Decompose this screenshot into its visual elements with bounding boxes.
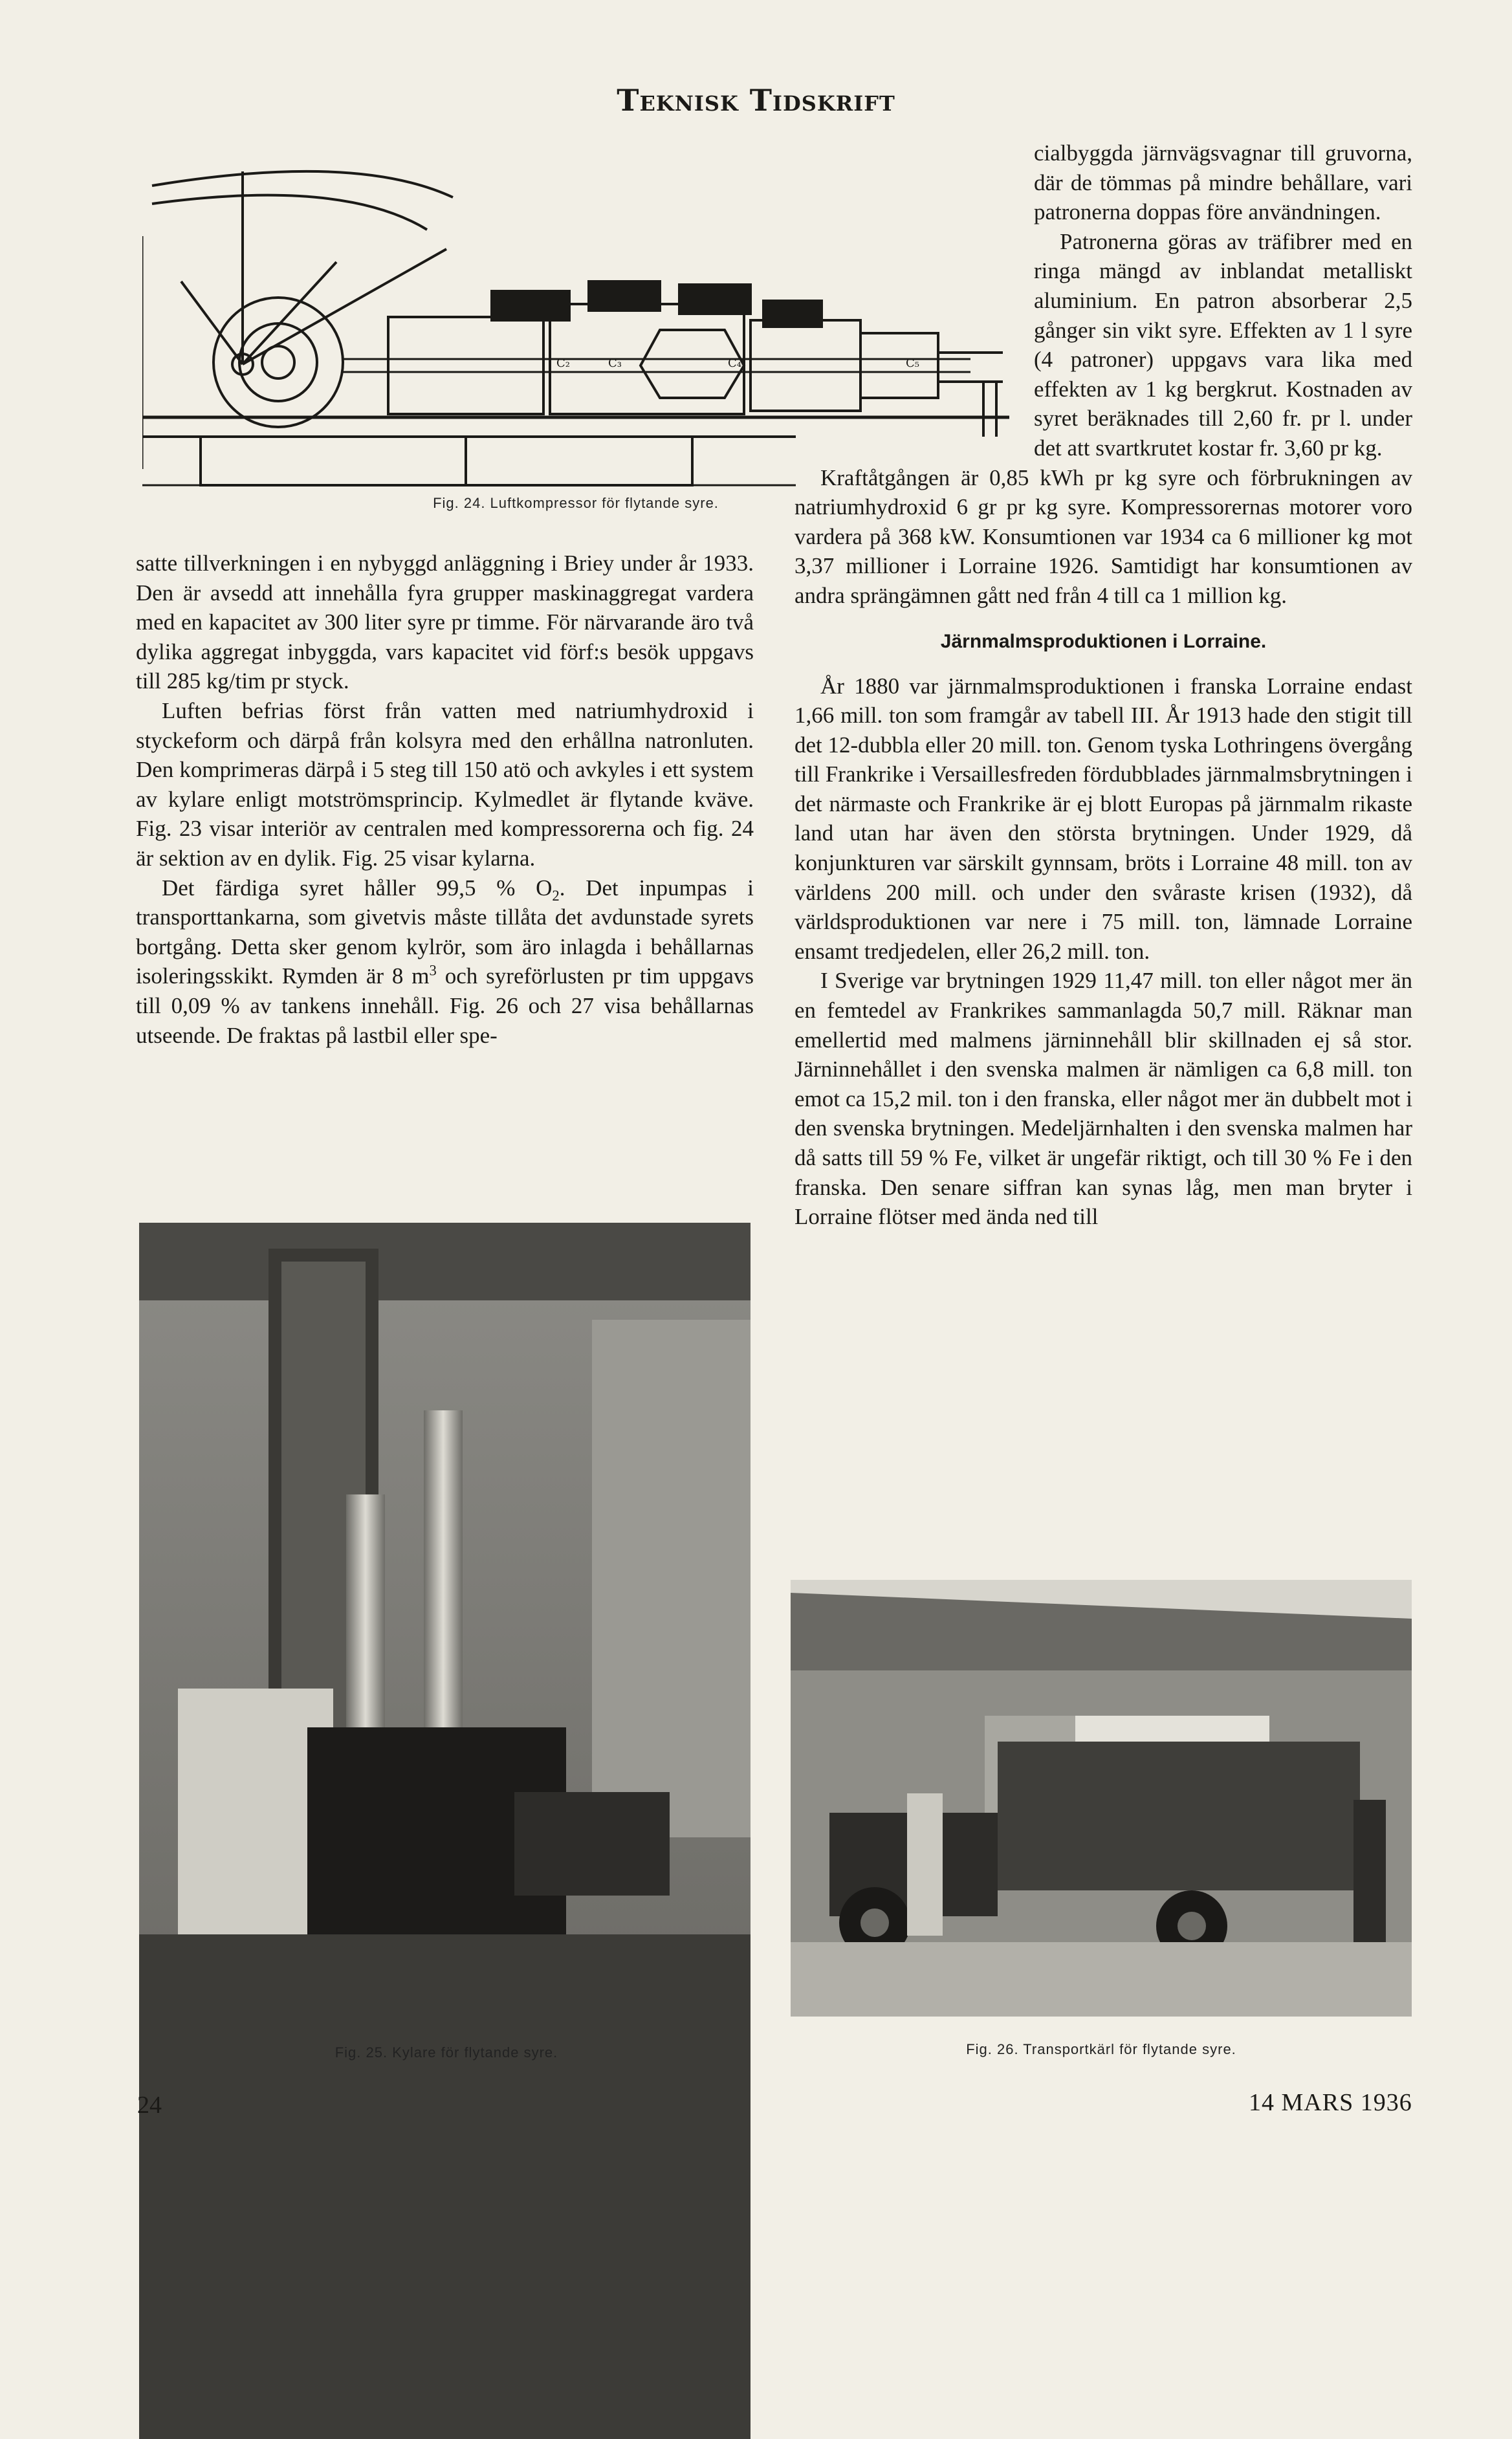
left-paragraph-1: satte tillverkningen i en nybyggd anläggning i Briey under år 1933. Den är avsedd att innehålla fyra grupper maskinaggregat vardera med en kapacitet av 300 liter syre pr timme. För närvarande äro två dylika aggregat inbyggda, vars kapacitet vid förf:s besök uppgavs till 285 kg/tim pr styck. (136, 551, 754, 694)
right-paragraph-5: I Sverige var brytningen 1929 11,47 mill. ton eller något mer än en femtedel av Frankrikes sammanlagda 50,7 mill. Räknar man emellertid med malmens järninnehåll blir skillnaden ej så stor. Järninnehållet i den svenska malmen är nämligen ca 6,8 mill. ton emot ca 15,2 mil. ton i den franska, eller något mer än dubbelt mot i den svenska brytningen. Medeljärnhalten i den svenska malmen har då satts till 59 % Fe, vilket är ungefär riktigt, och till 30 % Fe i den franska. Den senare siffran kan synas låg, men man bryter i Lorraine flötser med ända ned till (794, 968, 1412, 1230)
right-column-top-inset (1034, 138, 1412, 463)
section-heading: Järnmalmsproduktionen i Lorraine. (940, 630, 1267, 652)
cooler-photo-illustration (139, 1223, 751, 2439)
right-column (794, 138, 1412, 1232)
left-paragraph-3: Det färdiga syret håller 99,5 % $O_2$. Det inpumpas i transporttankarna, som givetvis måste tillåta det avdunstade syrets bortgång. Detta sker genom kylrör, som äro inlagda i behållarnas isoleringsskikt. Rymden är 8 $m^3$ och syreförlusten pr tim uppgavs till 0,09 % av tankens innehåll. Fig. 26 och 27 visa behållarnas utseende. De fraktas på lastbil eller spe- (136, 875, 754, 1048)
issue-date: 14 MARS 1936 (1249, 2089, 1412, 2116)
fig24-caption: Fig. 24. Luftkompressor för flytande syre. (433, 495, 719, 511)
svg-text:C₃: C₃ (608, 356, 622, 370)
right-paragraph-3: Kraftåtgången är 0,85 kWh pr kg syre och förbrukningen av natriumhydroxid 6 gr pr kg syre. Kompressorernas motorer voro vardera på 368 kW. Konsumtionen var 1934 ca 6 millioner kg mot 3,37 millioner i Lorraine 1926. Samtidigt har konsumtionen av andra sprängämnen gått ned från 4 till ca 1 million kg. (794, 465, 1412, 608)
journal-title: Teknisk Tidskrift (617, 83, 895, 118)
fig26-photo (791, 1580, 1412, 2017)
svg-text:C₄: C₄ (728, 356, 741, 370)
fig25-photo (139, 1223, 751, 2439)
fig26-caption: Fig. 26. Transportkärl för flytande syre. (966, 2041, 1236, 2057)
left-column (136, 549, 754, 1050)
page-number: 24 (137, 2092, 162, 2119)
right-paragraph-4: År 1880 var järnmalmsproduktionen i franska Lorraine endast 1,66 mill. ton som framgår av tabell III. År 1913 hade den stigit till det 12-dubbla eller 20 mill. ton. Genom tyska Lothringens övergång till Frankrike i Versaillesfreden fördubblades järnmalmsbrytningen i det närmaste och Frankrike är ej blott Europas på järnmalm rikaste land utan har även den största brytningen. Under 1929, då konjunkturen var särskilt gynnsam, bröts i Lorraine 48 mill. ton av världens 200 mill. och under den svåraste krisen (1932), då världsproduktionen var nere i 75 mill. ton, lämnade Lorraine ensamt tredjedelen, eller 26,2 mill. ton. (794, 673, 1412, 964)
right-paragraph-1: cialbyggda järnvägsvagnar till gruvorna, där de tömmas på mindre behållare, vari patronerna doppas före användningen. (1034, 140, 1412, 225)
svg-text:C₅: C₅ (906, 356, 919, 370)
right-paragraph-2: Patronerna göras av träfibrer med en ringa mängd av inblandat metalliskt aluminium. En patron absorberar 2,5 gånger sin vikt syre. Effekten av 1 l syre (4 patroner) uppgavs vara lika med effekten av 1 kg bergkrut. Kostnaden av syret beräknades till 2,60 fr. pr l. under det att svartkrutet kostar fr. 3,60 pr kg. (1034, 228, 1412, 461)
truck-photo-illustration (791, 1580, 1412, 2017)
left-paragraph-2: Luften befrias först från vatten med natriumhydroxid i styckeform och därpå från kolsyra med den erhållna natronluten. Den komprimeras därpå i 5 steg till 150 atö och avkyles i ett system av kylare enligt motströmsprincip. Kylmedlet är flytande kväve. Fig. 23 visar interiör av centralen med kompressorerna och fig. 24 är sektion av en dylik. Fig. 25 visar kylarna. (136, 697, 754, 871)
fig25-caption: Fig. 25. Kylare för flytande syre. (334, 2044, 558, 2061)
svg-text:C₂: C₂ (556, 356, 570, 370)
